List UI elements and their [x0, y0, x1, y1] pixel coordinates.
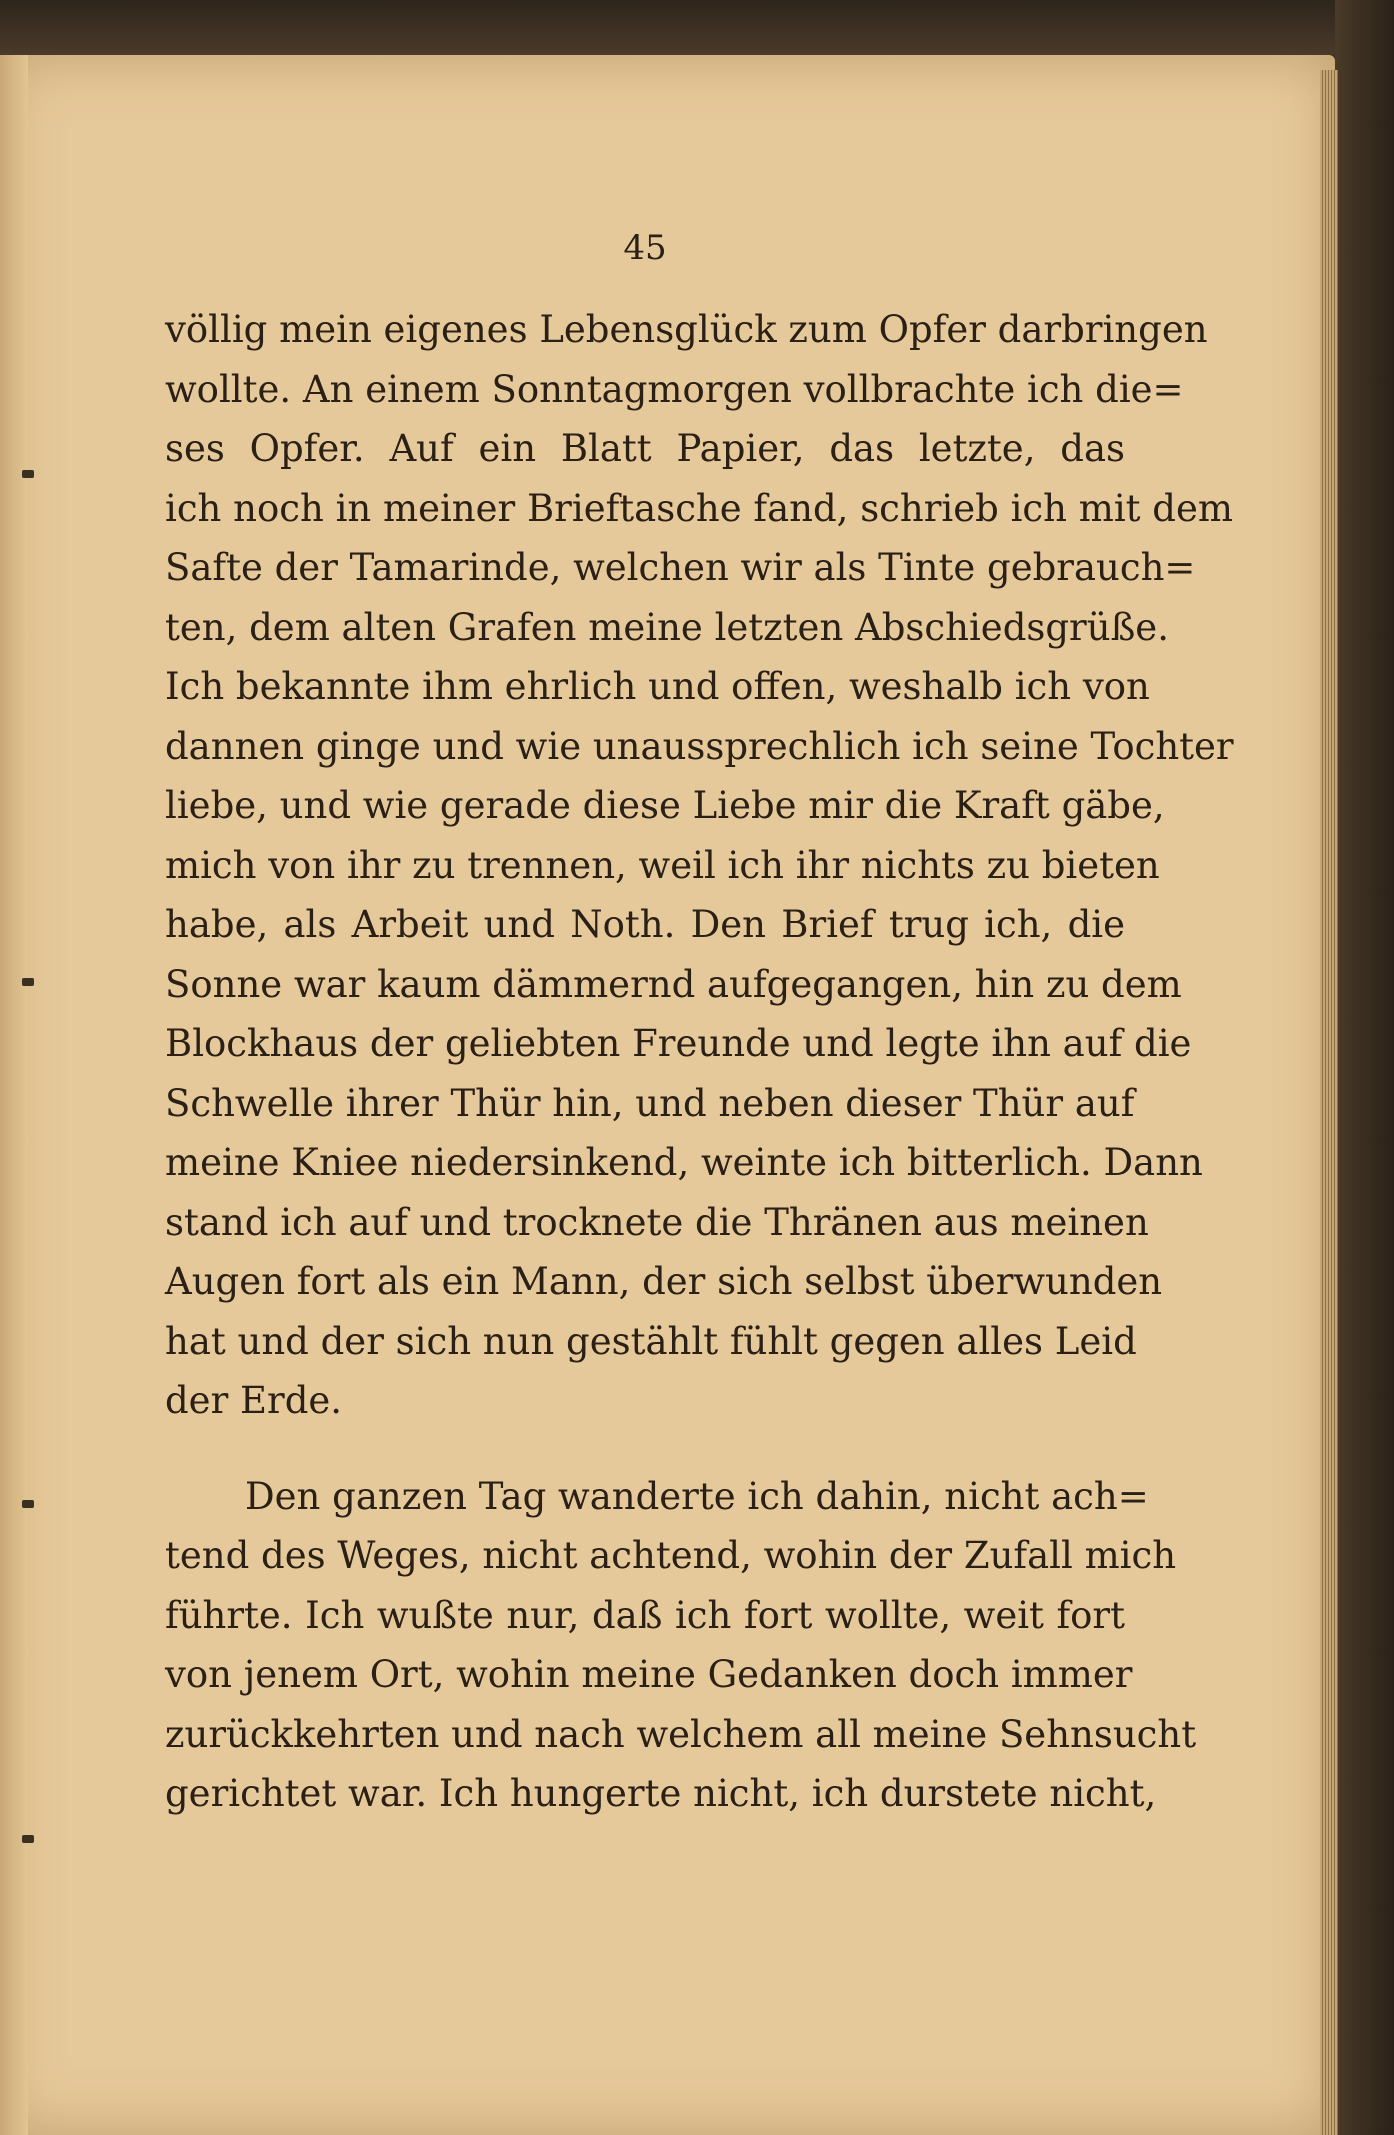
text-line: völlig mein eigenes Lebensglück zum Opfer darbringen [165, 308, 1208, 351]
text-line: der Erde. [165, 1379, 343, 1422]
text-line: wollte. An einem Sonntagmorgen vollbrachte ich die= [165, 367, 1184, 411]
text-line: dannen ginge und wie unaussprechlich ich seine Tochter [165, 724, 1234, 768]
text-line: Schwelle ihrer Thür hin, und neben dieser Thür auf [165, 1081, 1135, 1125]
text-line: meine Kniee niedersinkend, weinte ich bitterlich. Dann [165, 1141, 1203, 1184]
book-cover-top-edge [0, 0, 1394, 55]
text-line: Den ganzen Tag wanderte ich dahin, nicht ach= [245, 1474, 1149, 1518]
book-cover-right-edge [1335, 0, 1394, 2135]
text-line: Safte der Tamarinde, welchen wir als Tinte gebrauch= [165, 546, 1196, 589]
margin-mark [22, 470, 34, 478]
text-line: mich von ihr zu trennen, weil ich ihr nichts zu bieten [165, 843, 1160, 887]
text-line: Blockhaus der geliebten Freunde und legte ihn auf die [165, 1022, 1192, 1065]
margin-mark [22, 978, 34, 986]
margin-mark [22, 1835, 34, 1843]
text-line: habe, als Arbeit und Noth. Den Brief trug ich, die [165, 903, 1125, 946]
text-line: tend des Weges, nicht achtend, wohin der Zufall mich [165, 1534, 1177, 1577]
page-stack-edges [1320, 70, 1338, 2135]
page-number: 45 [623, 228, 667, 268]
text-line: Sonne war kaum dämmernd aufgegangen, hin zu dem [165, 962, 1182, 1006]
text-line: ten, dem alten Grafen meine letzten Abschiedsgrüße. [165, 605, 1169, 649]
text-line: liebe, und wie gerade diese Liebe mir die Kraft gäbe, [165, 784, 1165, 827]
text-line: stand ich auf und trocknete die Thränen aus meinen [165, 1200, 1149, 1244]
paragraph [165, 300, 1234, 1431]
page-gutter [0, 55, 28, 2135]
paragraph-gap [165, 1431, 1125, 1467]
text-line: ich noch in meiner Brieftasche fand, schrieb ich mit dem [165, 486, 1233, 530]
text-line: führte. Ich wußte nur, daß ich fort wollte, weit fort [165, 1593, 1125, 1637]
text-line: zurückkehrten und nach welchem all meine Sehnsucht [165, 1712, 1197, 1756]
text-line: Ich bekannte ihm ehrlich und offen, weshalb ich von [165, 665, 1150, 708]
body-text [165, 300, 1234, 1824]
text-line: Augen fort als ein Mann, der sich selbst überwunden [165, 1260, 1163, 1303]
text-line: ses Opfer. Auf ein Blatt Papier, das letzte, das [165, 427, 1125, 470]
margin-mark [22, 1500, 34, 1508]
text-line: gerichtet war. Ich hungerte nicht, ich durstete nicht, [165, 1772, 1157, 1815]
paragraph [165, 1467, 1197, 1824]
text-line: hat und der sich nun gestählt fühlt gegen alles Leid [165, 1319, 1137, 1363]
text-line: von jenem Ort, wohin meine Gedanken doch immer [165, 1653, 1133, 1696]
